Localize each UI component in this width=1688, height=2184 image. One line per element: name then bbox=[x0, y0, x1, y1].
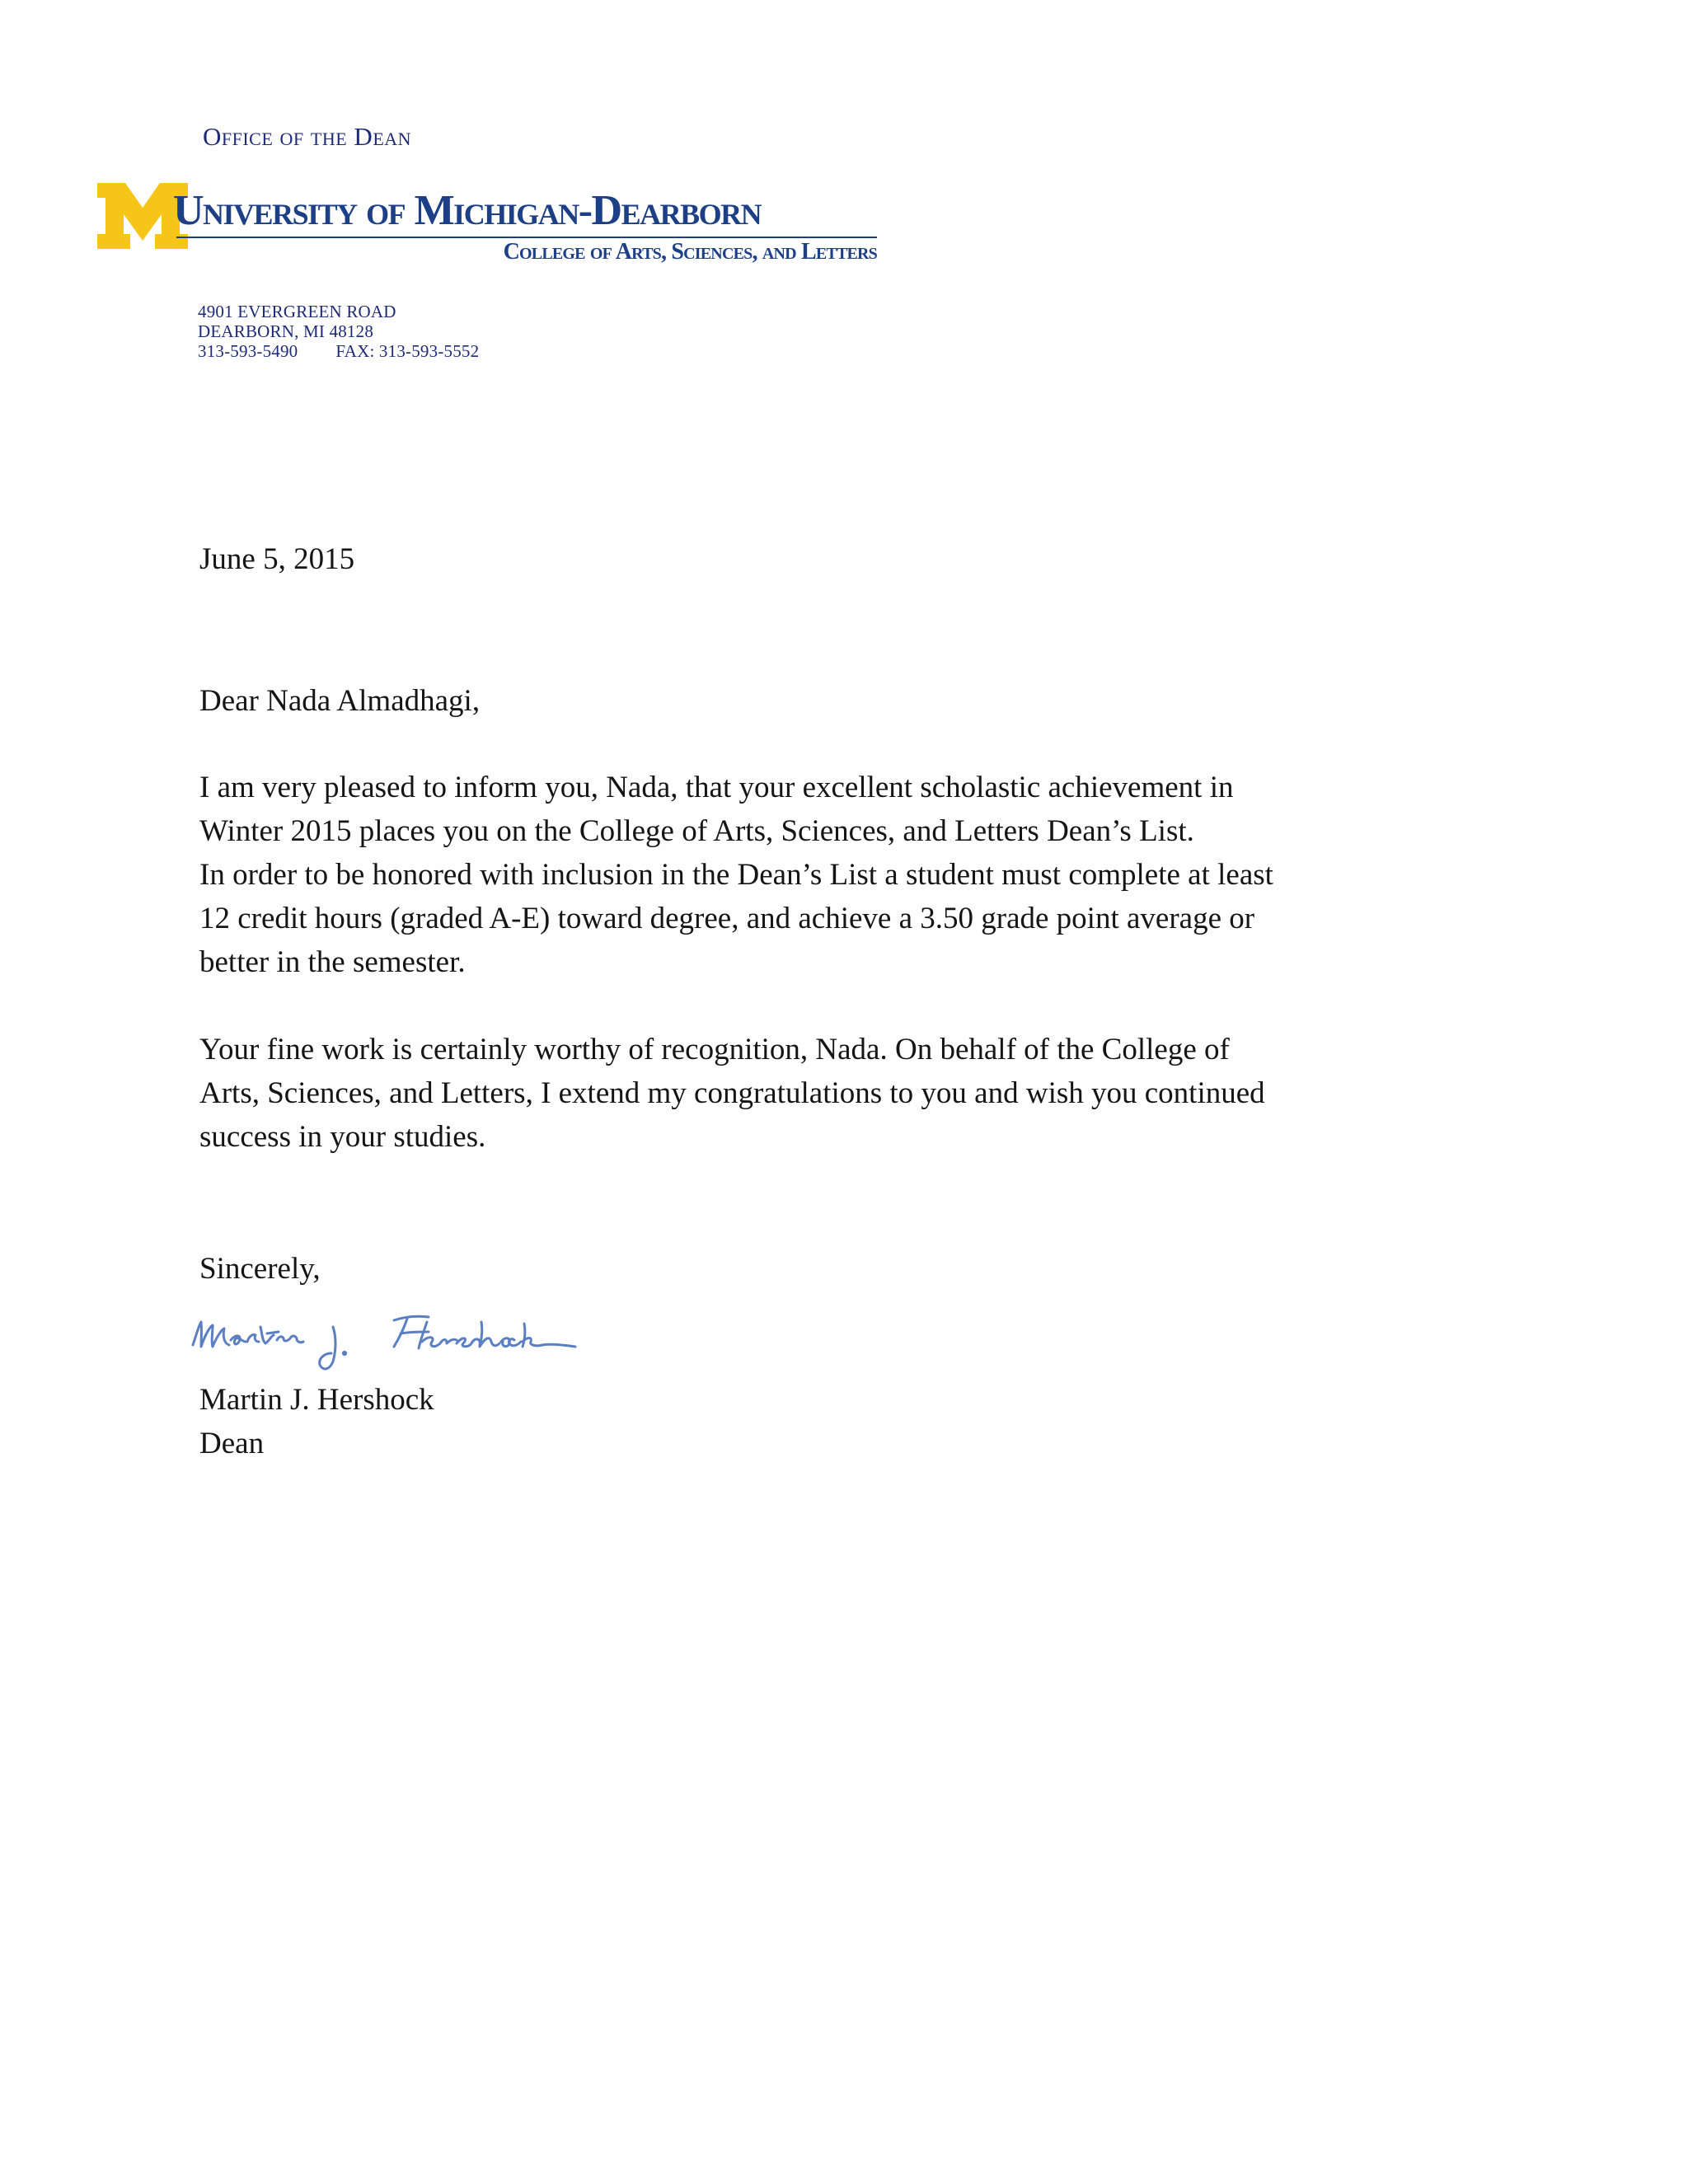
handwritten-signature bbox=[188, 1304, 584, 1386]
paragraph-line: Your fine work is certainly worthy of recognition, Nada. On behalf of the College of bbox=[199, 1033, 1230, 1066]
paragraph-line: success in your studies. bbox=[199, 1120, 486, 1154]
letter-date: June 5, 2015 bbox=[199, 542, 355, 576]
university-name: University of Michigan-Dearborn bbox=[173, 187, 762, 234]
contact-line bbox=[198, 341, 479, 361]
office-title: Office of the Dean bbox=[203, 122, 412, 151]
fax-number: FAX: 313-593-5552 bbox=[335, 341, 480, 361]
paragraph-line: I am very pleased to inform you, Nada, that your excellent scholastic achievement in bbox=[199, 771, 1234, 804]
paragraph-line: In order to be honored with inclusion in the Dean’s List a student must complete at least bbox=[199, 858, 1273, 892]
paragraph-line: Arts, Sciences, and Letters, I extend my congratulations to you and wish you continued bbox=[199, 1076, 1265, 1110]
phone-number: 313-593-5490 bbox=[198, 341, 298, 361]
logo-divider bbox=[176, 237, 877, 238]
signer-title: Dean bbox=[199, 1427, 265, 1460]
university-logo bbox=[97, 183, 880, 269]
body-paragraph-1 bbox=[199, 766, 1419, 984]
college-name: College of Arts, Sciences, and Letters bbox=[503, 239, 877, 265]
closing: Sincerely, bbox=[199, 1252, 321, 1286]
address-street: 4901 EVERGREEN ROAD bbox=[198, 302, 396, 321]
paragraph-line: Winter 2015 places you on the College of Arts, Sciences, and Letters Dean’s List. bbox=[199, 814, 1194, 848]
paragraph-line: 12 credit hours (graded A-E) toward degree, and achieve a 3.50 grade point average or bbox=[199, 902, 1255, 935]
signer-name: Martin J. Hershock bbox=[199, 1383, 434, 1417]
salutation: Dear Nada Almadhagi, bbox=[199, 684, 481, 718]
paragraph-line: better in the semester. bbox=[199, 945, 466, 979]
letterhead-address bbox=[198, 302, 479, 361]
body-paragraph-2 bbox=[199, 1028, 1419, 1159]
address-city: DEARBORN, MI 48128 bbox=[198, 321, 374, 341]
